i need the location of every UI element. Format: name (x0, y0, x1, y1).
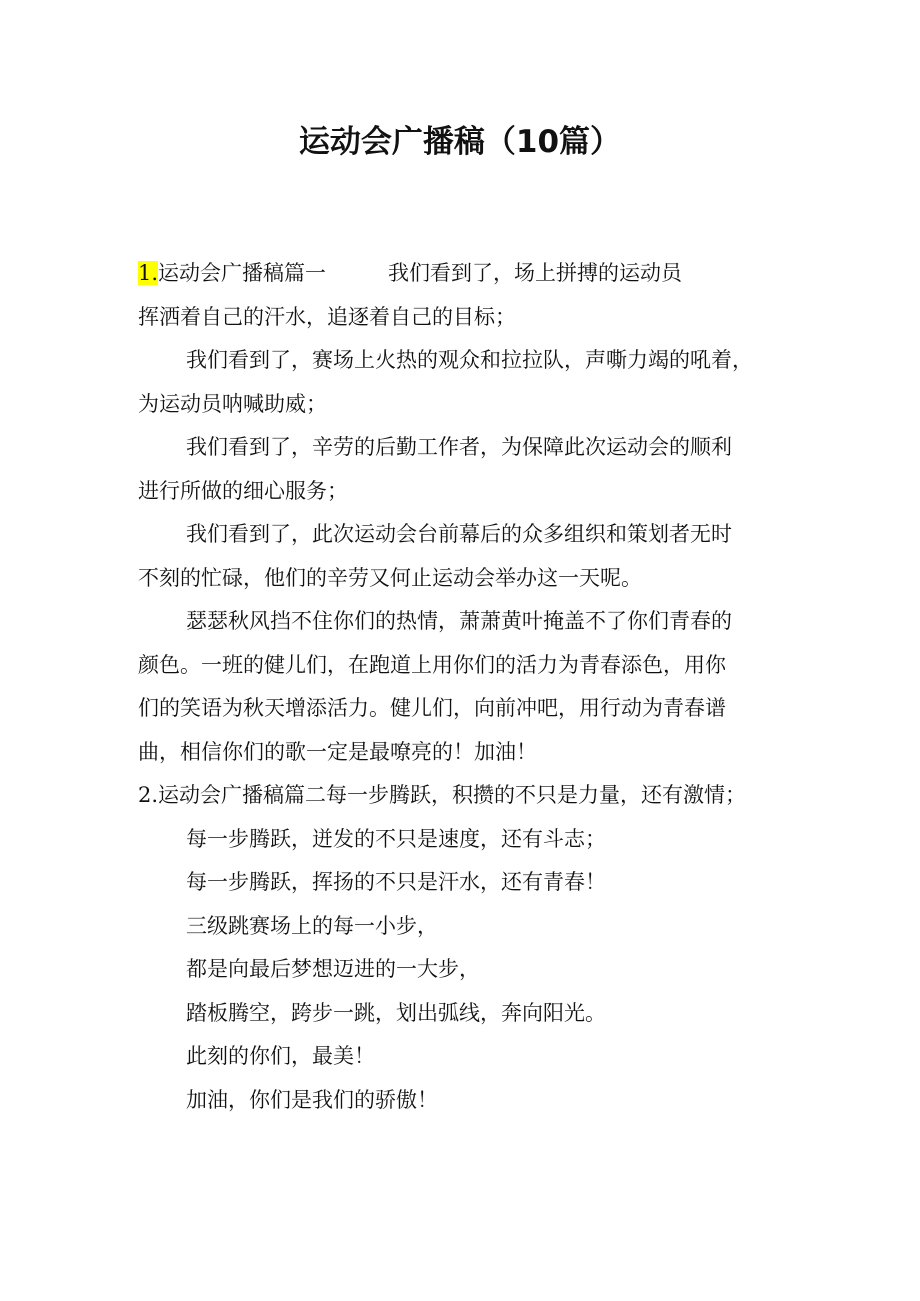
paragraph-line: 不刻的忙碌，他们的辛劳又何止运动会举办这一天呢。 (138, 565, 642, 590)
paragraph-line: 我们看到了，辛劳的后勤工作者，为保障此次运动会的顺利 (186, 435, 732, 459)
document-body (138, 252, 798, 1122)
paragraph-line: 瑟瑟秋风挡不住你们的热情，萧萧黄叶掩盖不了你们青春的 (186, 609, 732, 633)
paragraph-line: 都是向最后梦想迈进的一大步， (186, 957, 480, 981)
paragraph-line: 曲，相信你们的歌一定是最嘹亮的！加油！ (138, 739, 537, 764)
paragraph-line: 我们看到了，赛场上火热的观众和拉拉队，声嘶力竭的吼着， (186, 348, 753, 372)
paragraph-line: 此刻的你们，最美！ (186, 1044, 375, 1068)
paragraph-line: 为运动员呐喊助威； (138, 391, 327, 416)
section-2-heading: .运动会广播稿篇二每一步腾跃，积攒的不只是力量，还有激情； (151, 783, 747, 807)
paragraph-line: 三级跳赛场上的每一小步， (186, 913, 438, 938)
paragraph-line: 进行所做的细心服务； (138, 478, 348, 503)
paragraph-line: 每一步腾跃，挥扬的不只是汗水，还有青春！ (186, 870, 606, 894)
section-2-number: 2 (138, 783, 152, 807)
paragraph-line: 每一步腾跃，迸发的不只是速度，还有斗志； (186, 826, 606, 851)
paragraph-line: 挥洒着自己的汗水，追逐着自己的目标； (138, 304, 516, 329)
section-2-heading-line (138, 774, 798, 818)
paragraph-line: 颜色。一班的健儿们，在跑道上用你们的活力为青春添色，用你 (138, 652, 726, 677)
section-1-heading-line (138, 252, 798, 296)
paragraph-line: 踏板腾空，跨步一跳，划出弧线，奔向阳光。 (186, 1000, 606, 1025)
document-title: 运动会广播稿（10篇） (298, 124, 622, 160)
section-1-number: 1. (138, 261, 159, 285)
paragraph-line: 们的笑语为秋天增添活力。健儿们，向前冲吧，用行动为青春谱 (138, 696, 726, 720)
paragraph-line: 加油，你们是我们的骄傲！ (186, 1087, 438, 1112)
paragraph-line: 我们看到了，场上拼搏的运动员 (388, 261, 683, 285)
paragraph-line: 我们看到了，此次运动会台前幕后的众多组织和策划者无时 (186, 522, 732, 546)
section-1-heading: 运动会广播稿篇一 (158, 261, 327, 285)
